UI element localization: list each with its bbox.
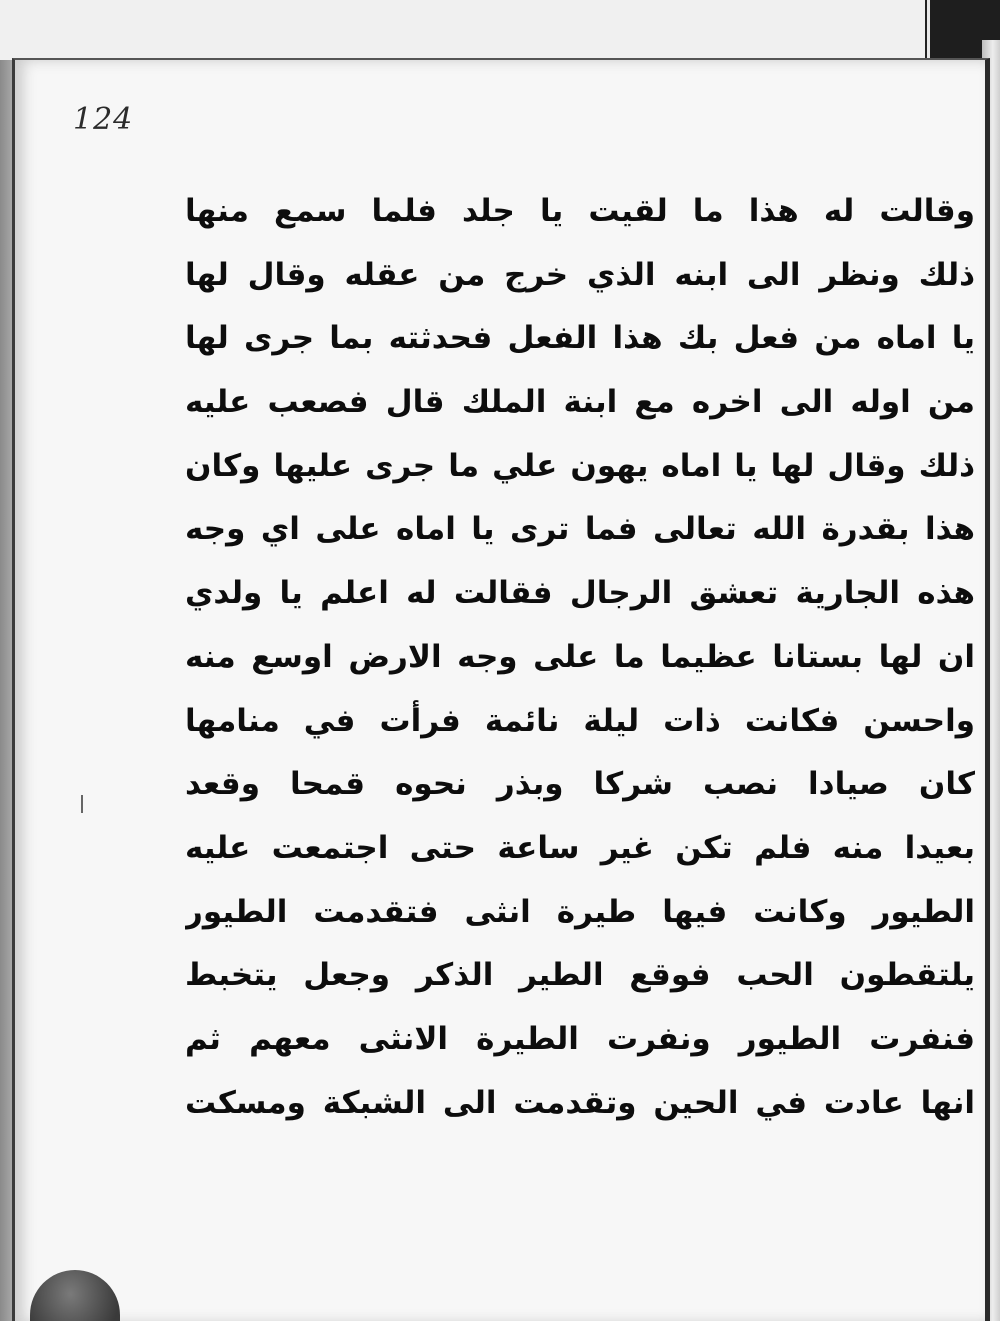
folio-number: 124 xyxy=(73,102,134,137)
text-line: ذلك وقال لها يا اماه يهون علي ما جرى عليها وكان xyxy=(185,447,975,484)
text-line: انها عادت في الحين وتقدمت الى الشبكة ومسكت xyxy=(185,1084,975,1121)
text-line: كان صيادا نصب شركا وبذر نحوه قمحا وقعد xyxy=(185,766,975,803)
text-line: فنفرت الطيور ونفرت الطيرة الانثى معهم ثم xyxy=(185,1020,975,1057)
text-line: يلتقطون الحب فوقع الطير الذكر وجعل يتخبط xyxy=(185,957,975,994)
text-line: ذلك ونظر الى ابنه الذي خرج من عقله وقال لها xyxy=(185,256,975,293)
text-line: هذا بقدرة الله تعالى فما ترى يا اماه على اي وجه xyxy=(185,511,975,548)
text-line: وقالت له هذا ما لقيت يا جلد فلما سمع منها xyxy=(185,193,975,229)
arabic-text-block xyxy=(185,180,975,1135)
text-line: من اوله الى اخره مع ابنة الملك قال فصعب عليه xyxy=(185,384,975,421)
text-line: يا اماه من فعل بك هذا الفعل فحدثته بما جرى لها xyxy=(185,320,975,357)
margin-mark xyxy=(81,795,83,813)
text-line: واحسن فكانت ذات ليلة نائمة فرأت في منامها xyxy=(185,702,975,739)
previous-page-edge xyxy=(0,0,927,60)
text-line: هذه الجارية تعشق الرجال فقالت له اعلم يا ولدي xyxy=(185,575,975,612)
text-line: الطيور وكانت فيها طيرة انثى فتقدمت الطيور xyxy=(185,893,975,930)
manuscript-page xyxy=(12,58,990,1321)
text-line: ان لها بستانا عظيما ما على وجه الارض اوسع منه xyxy=(185,638,975,675)
text-line: بعيدا منه فلم تكن غير ساعة حتى اجتمعت عليه xyxy=(185,829,975,866)
